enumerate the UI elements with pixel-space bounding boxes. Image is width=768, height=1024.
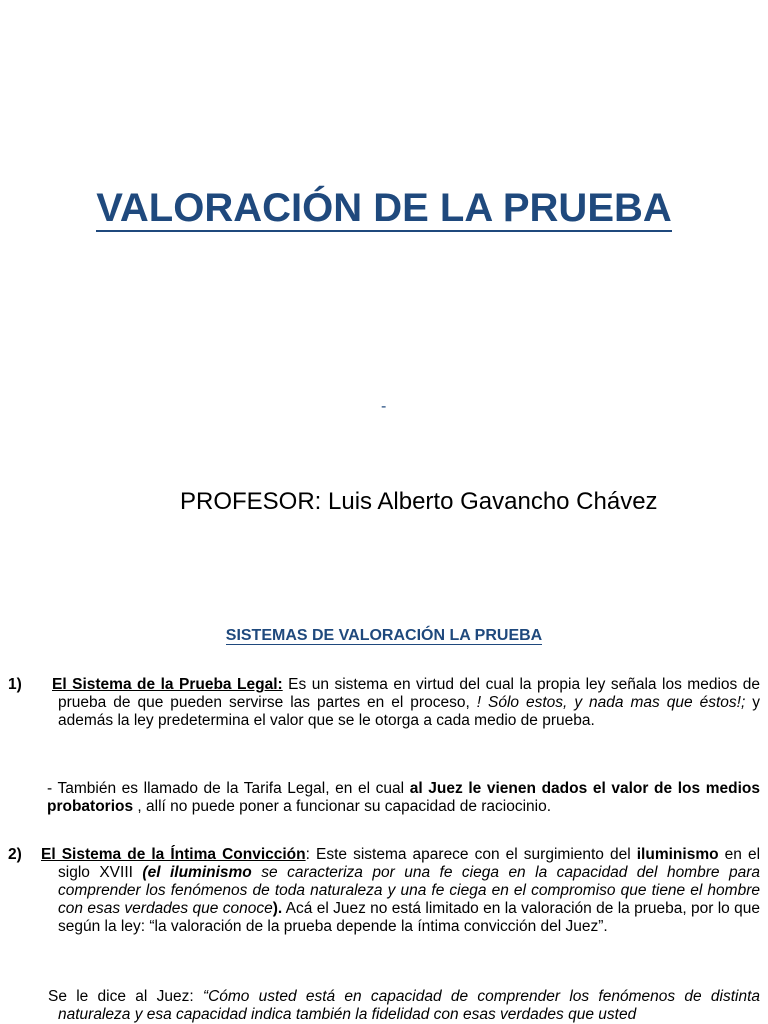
item-2-number: 2) [8,846,22,863]
item-2-text-b: en el siglo XVIII [58,846,761,881]
item-1-text-b: y además la ley predetermina el valor que se le otorga a cada medio de prueba. [58,694,760,729]
item-2-bold-iluminismo: iluminismo [636,846,719,863]
item-2-text-a: : Este sistema aparece con el surgimiento del [305,846,637,863]
item-2-text-c: Acá el Juez no está limitado en la valoración de la prueba, por lo que según la ley: “la valoración de la prueba depende la íntima convicción del Juez”. [58,900,760,935]
item-1-heading: El Sistema de la Prueba Legal: [52,676,283,693]
item-2-italic: se caracteriza por una fe ciega en la capacidad del hombre para comprender los fenómenos de toda naturaleza y una fe ciega en el compromiso que tiene el hombre con esas verdades que conoce [58,864,760,917]
section-title-text: SISTEMAS DE VALORACIÓN LA PRUEBA [225,627,543,644]
item-1-note [47,780,760,816]
item-1-paragraph [52,676,760,730]
item-2-note [48,988,760,1024]
separator-dash: - [381,398,387,415]
item-1-note-suffix: , allí no puede poner a funcionar su capacidad de raciocinio. [133,798,552,815]
item-1-text-italic: ! Sólo estos, y nada mas que éstos!; [476,694,746,711]
item-2-bold-italic: (el iluminismo [142,864,252,881]
item-2-bold-close: ). [272,900,283,917]
professor-name: PROFESOR: Luis Alberto Gavancho Chávez [180,488,658,515]
item-2-heading: El Sistema de la Íntima Convicción [41,846,306,863]
item-1-number: 1) [8,676,22,693]
item-2-note-prefix: Se le dice al Juez: [48,988,203,1005]
item-1-text-a: Es un sistema en virtud del cual la propia ley señala los medios de prueba de que pueden servirse las partes en el proceso, [58,676,760,711]
page-title [0,184,768,232]
page-title-text: VALORACIÓN DE LA PRUEBA [96,186,672,230]
item-2-paragraph [41,846,761,936]
section-title [0,627,768,645]
item-1-note-prefix: - También es llamado de la Tarifa Legal, en el cual [47,780,410,797]
item-1-note-bold: al Juez le vienen dados el valor de los medios probatorios [47,780,761,815]
item-2-note-italic: “Cómo usted está en capacidad de comprender los fenómenos de distinta naturaleza y esa capacidad indica también la fidelidad con esas verdades que usted [58,988,760,1023]
